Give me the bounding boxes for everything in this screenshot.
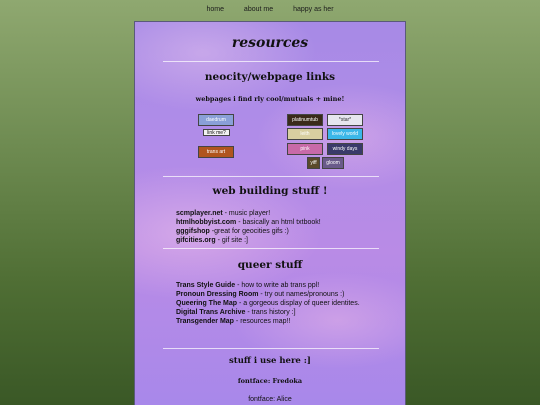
link-scmplayer[interactable]: scmplayer.net (176, 210, 223, 217)
list-item (176, 299, 366, 308)
item-desc: - resources map!! (233, 318, 291, 325)
list-item (176, 308, 366, 317)
queer-heading: queer stuff (237, 259, 303, 271)
top-nav (0, 6, 540, 13)
item-desc: - a gorgeous display of queer identites. (237, 300, 360, 307)
divider (163, 348, 379, 349)
item-desc: - how to write ab trans ppl! (235, 282, 320, 289)
link-transgender-map[interactable]: Transgender Map (176, 318, 234, 325)
site-button-trans-art[interactable]: trans art (198, 146, 234, 158)
item-desc: - try out names/pronouns :) (258, 291, 345, 298)
list-item (176, 209, 366, 218)
queer-list (176, 281, 366, 326)
site-button-link-me[interactable]: link me? (203, 129, 230, 136)
fontface-fredoka: fontface: Fredoka (237, 377, 303, 385)
page-title: resources (231, 35, 309, 51)
site-button-daedrum[interactable]: daedrum (198, 114, 234, 126)
neocity-heading: neocity/webpage links (204, 71, 336, 83)
link-htmlhobbyist[interactable]: htmlhobbyist.com (176, 219, 237, 226)
fontface-alice: fontface: Alice (248, 396, 292, 403)
item-desc: -great for geocities gifs :) (209, 228, 289, 235)
list-item (176, 236, 366, 245)
item-desc: - gif site :] (215, 237, 248, 244)
item-desc: - trans history :] (245, 309, 296, 316)
web-building-list (176, 209, 366, 245)
site-button-yiff[interactable]: yiff (307, 157, 320, 169)
stuff-i-use-heading: stuff i use here :] (229, 356, 311, 366)
link-digital-trans-archive[interactable]: Digital Trans Archive (176, 309, 246, 316)
web-building-heading: web building stuff ! (212, 185, 328, 197)
link-pronoun-dressing-room[interactable]: Pronoun Dressing Room (176, 291, 259, 298)
divider (163, 61, 379, 62)
link-gifcities[interactable]: gifcities.org (176, 237, 216, 244)
nav-happy-as-her[interactable]: happy as her (293, 6, 334, 13)
site-button-platinumtub[interactable]: platinumtub (287, 114, 323, 126)
site-button-pink[interactable]: pink (287, 143, 323, 155)
site-button-lovely-world[interactable]: lovely world (327, 128, 363, 140)
link-queering-the-map[interactable]: Queering The Map (176, 300, 238, 307)
site-button-leith[interactable]: leith (287, 128, 323, 140)
site-button-windy-days[interactable]: windy days (327, 143, 363, 155)
divider (163, 248, 379, 249)
link-trans-style-guide[interactable]: Trans Style Guide (176, 282, 236, 289)
item-desc: - basically an html txtbook! (236, 219, 321, 226)
site-button-star[interactable]: *star* (327, 114, 363, 126)
content-panel (134, 21, 406, 405)
neocity-subheading: webpages i find rly cool/mutuals + mine! (195, 95, 345, 103)
nav-home[interactable]: home (206, 6, 224, 13)
link-gggifshop[interactable]: gggifshop (176, 228, 210, 235)
list-item (176, 290, 366, 299)
list-item (176, 317, 366, 326)
nav-about-me[interactable]: about me (243, 6, 274, 13)
divider (163, 176, 379, 177)
site-button-gloom[interactable]: gloom (322, 157, 344, 169)
list-item (176, 227, 366, 236)
item-desc: - music player! (222, 210, 271, 217)
list-item (176, 218, 366, 227)
list-item (176, 281, 366, 290)
